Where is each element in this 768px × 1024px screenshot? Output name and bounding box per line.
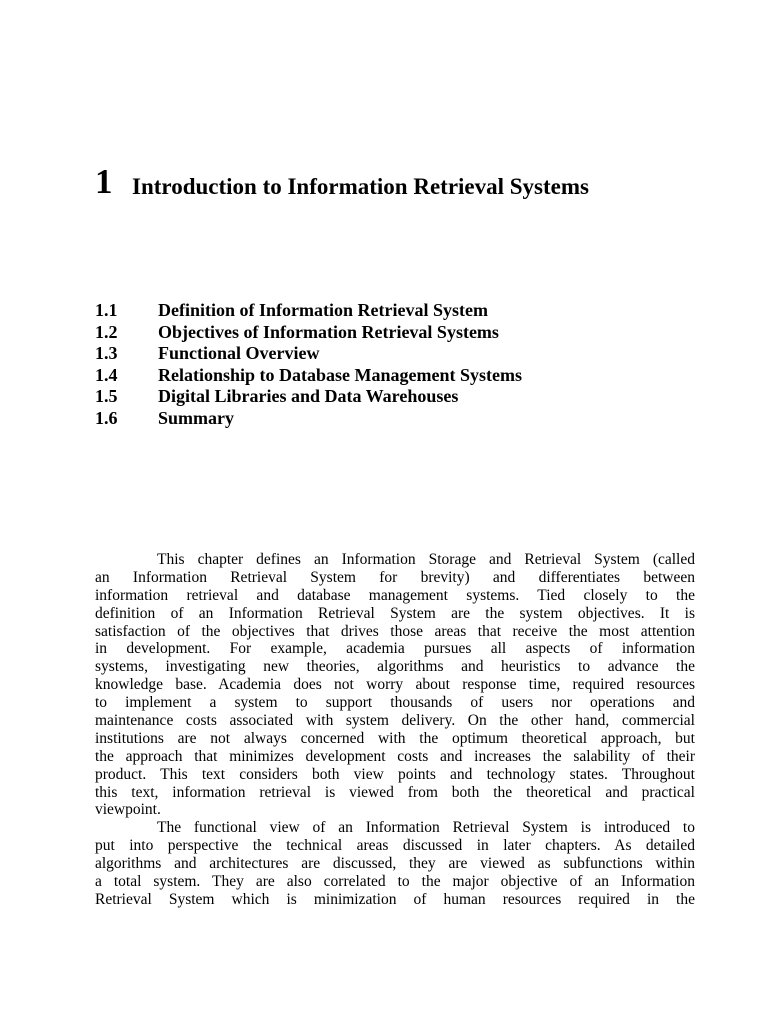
text-line: satisfaction of the objectives that drives those areas that receive the most attention [95,622,695,640]
text-line: product. This text considers both view points and technology states. Throughout [95,765,695,783]
section-title: Objectives of Information Retrieval Systems [158,321,499,342]
section-number: 1.2 [95,321,118,342]
paragraph [95,819,695,908]
text-line: put into perspective the technical areas discussed in later chapters. As detailed [95,837,695,855]
section-item [95,386,695,408]
section-number: 1.4 [95,364,118,385]
text-line: in development. For example, academia pursues all aspects of information [95,640,695,658]
section-item [95,300,695,322]
text-line: viewpoint. [95,801,161,819]
text-line: This chapter defines an Information Storage and Retrieval System (called [157,551,695,568]
text-line: Retrieval System which is minimization of human resources required in the [95,890,695,908]
text-line: The functional view of an Information Retrieval System is introduced to [157,819,695,837]
text-line: knowledge base. Academia does not worry about response time, required resources [95,676,695,694]
body-text [95,551,695,909]
text-line: institutions are not always concerned with the optimum theoretical approach, but [95,729,695,747]
text-line: the approach that minimizes development costs and increases the salability of their [95,747,695,765]
section-item [95,365,695,387]
section-title: Functional Overview [158,343,320,364]
section-title: Relationship to Database Management Systems [158,364,522,385]
text-line: definition of an Information Retrieval System are the system objectives. It is [95,604,695,622]
text-line: information retrieval and database management systems. Tied closely to the [95,586,695,604]
section-item [95,343,695,365]
text-line: systems, investigating new theories, algorithms and heuristics to advance the [95,658,695,676]
chapter-title: Introduction to Information Retrieval Systems [132,174,589,199]
text-line: to implement a system to support thousands of users nor operations and [95,694,695,712]
section-item [95,322,695,344]
section-title: Digital Libraries and Data Warehouses [158,386,459,407]
section-number: 1.3 [95,343,118,364]
section-title: Definition of Information Retrieval System [158,300,488,320]
text-line: maintenance costs associated with system delivery. On the other hand, commercial [95,712,695,730]
section-number: 1.1 [95,300,118,320]
text-line: algorithms and architectures are discussed, they are viewed as subfunctions within [95,855,695,873]
paragraph [95,551,695,819]
section-number: 1.6 [95,407,118,428]
section-item [95,408,695,430]
section-title: Summary [158,407,234,428]
section-number: 1.5 [95,386,118,407]
text-line: this text, information retrieval is viewed from both the theoretical and practical [95,783,695,801]
chapter-number: 1 [95,162,113,201]
text-line: a total system. They are also correlated to the major objective of an Information [95,873,695,891]
text-line: an Information Retrieval System for brevity) and differentiates between [95,568,695,586]
section-list [95,300,695,430]
